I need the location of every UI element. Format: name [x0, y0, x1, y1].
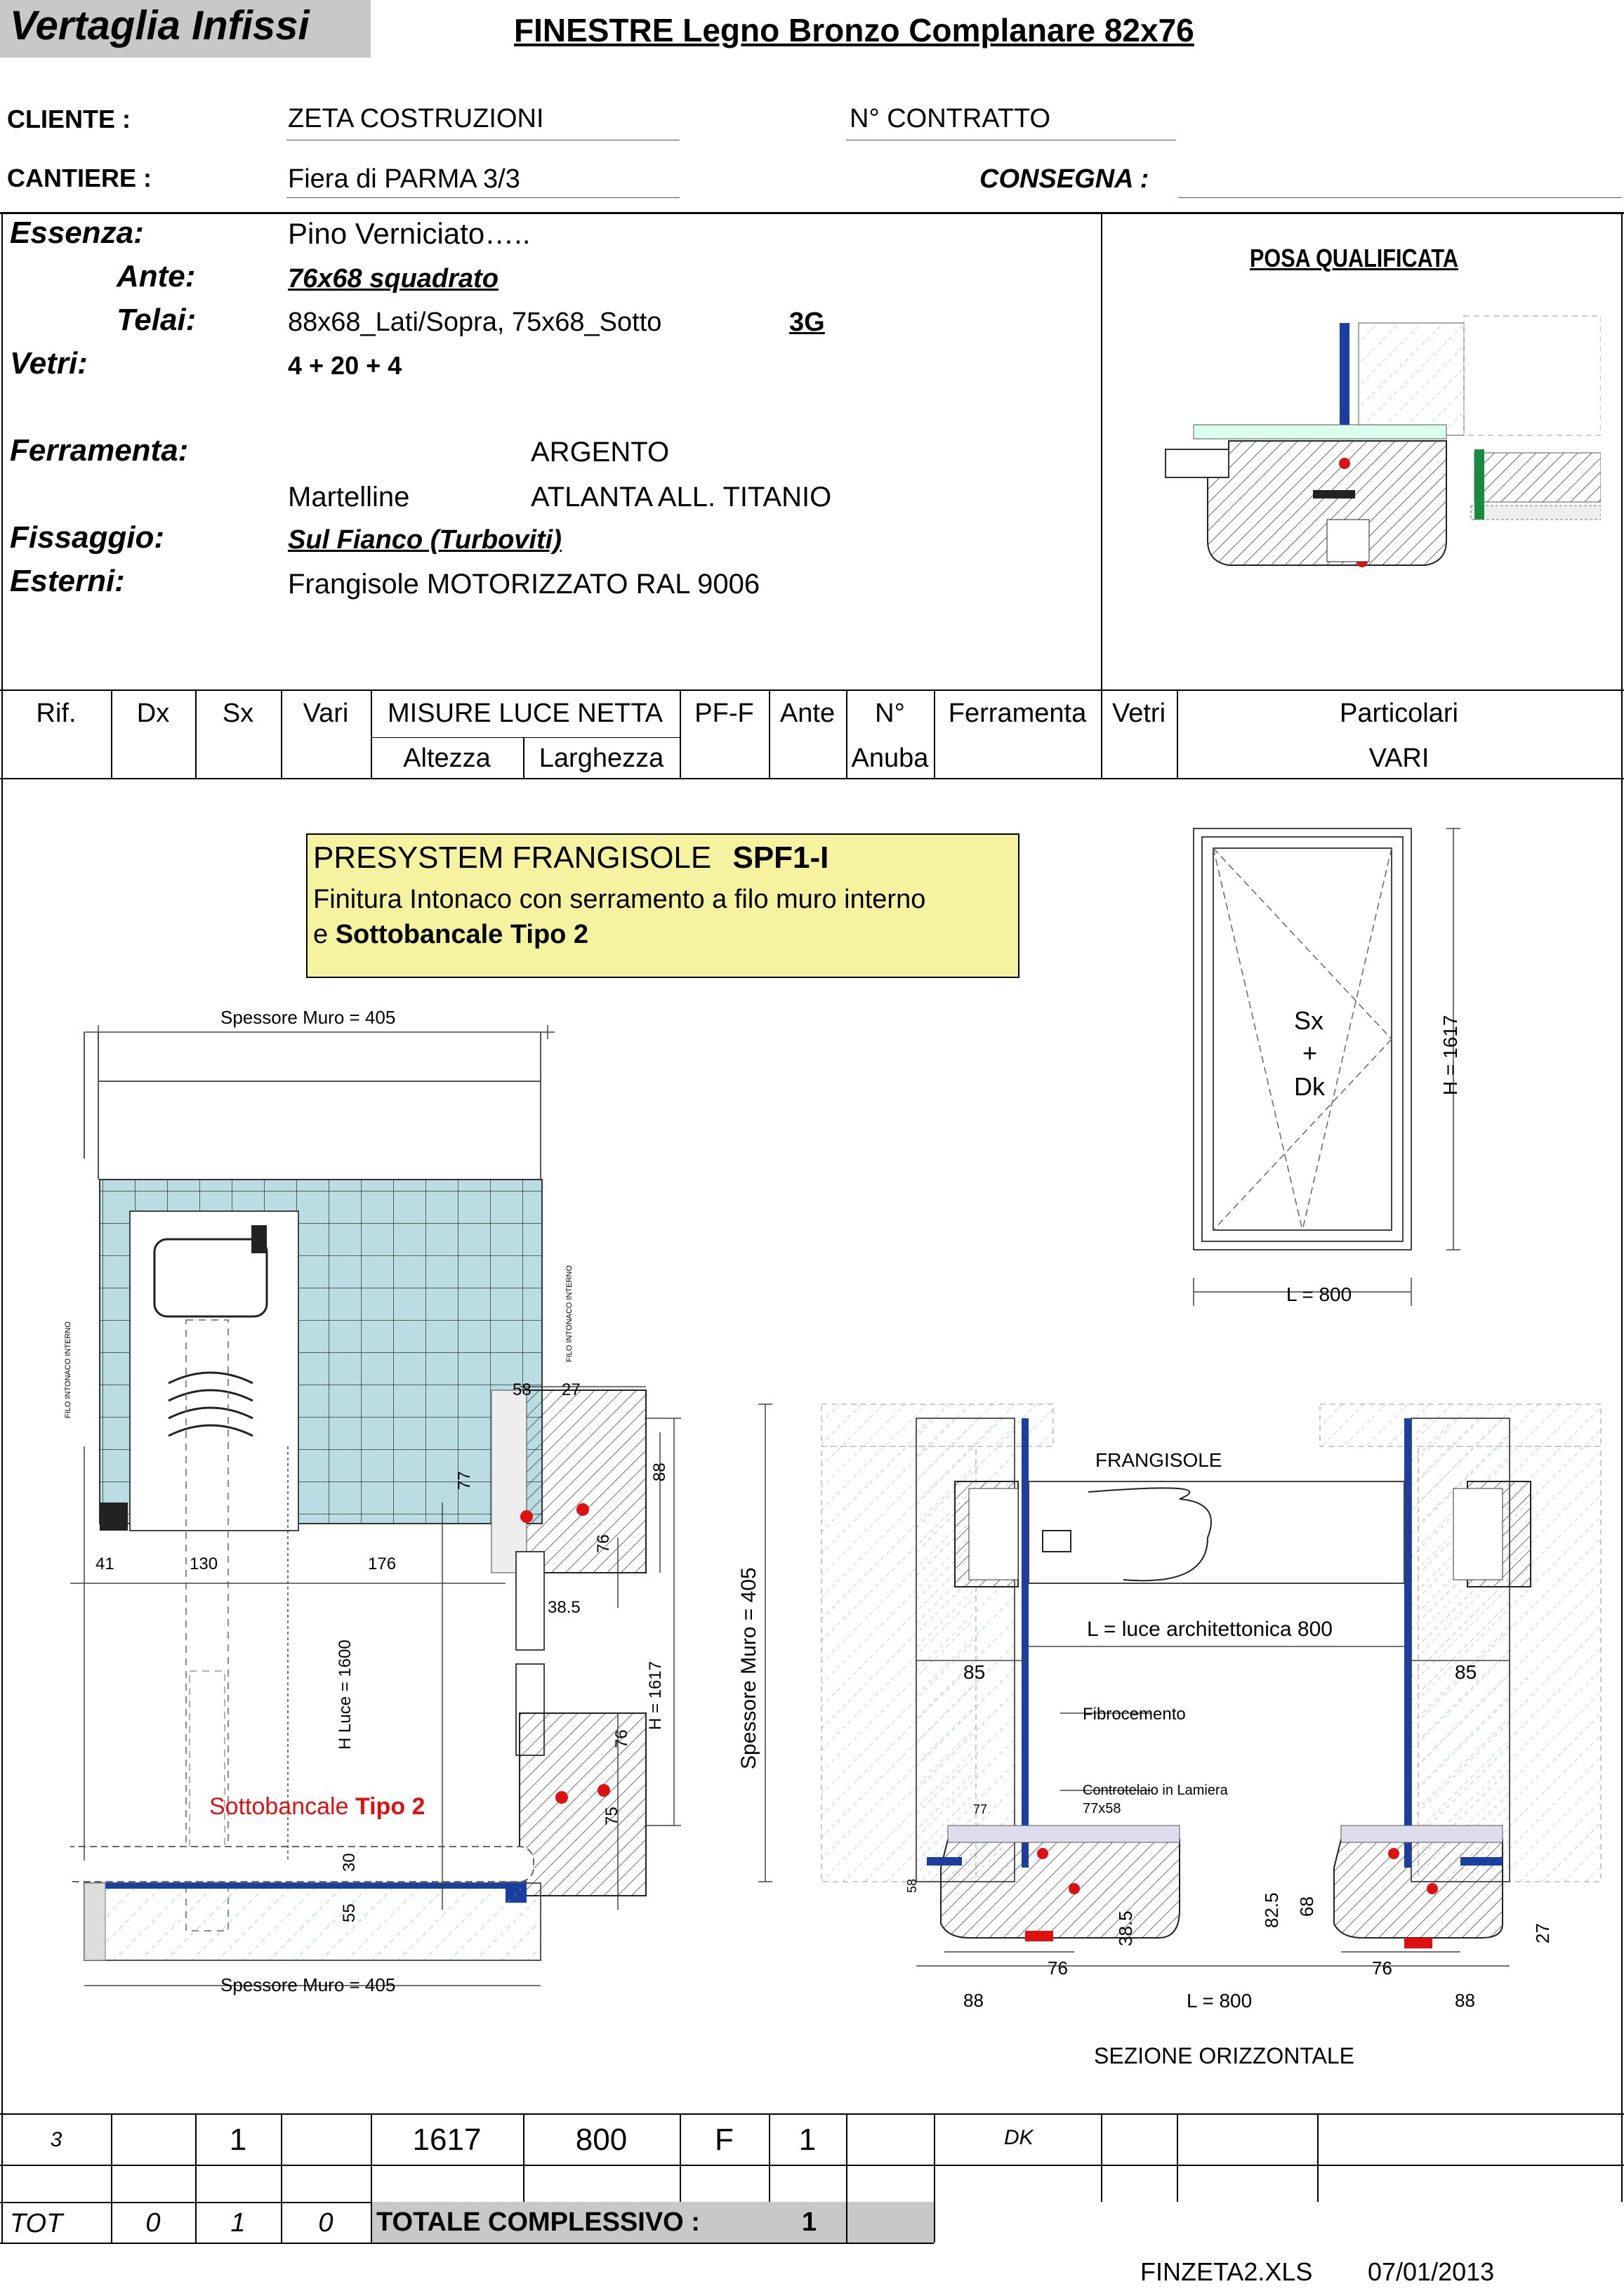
spessore-top-label: Spessore Muro = 405 [220, 1007, 396, 1028]
grid-line [371, 737, 680, 738]
row-larghezza: 800 [575, 2122, 628, 2157]
filo-intonaco-right: FILO INTONACO INTERNO [565, 1265, 574, 1362]
controtelaio-label-a: Controtelaio in Lamiera [1083, 1783, 1228, 1798]
totale-value: 1 [802, 2207, 817, 2237]
dim-76-top: 76 [594, 1534, 613, 1553]
presystem-line3-a: e [313, 920, 329, 949]
presystem-title-a: PRESYSTEM FRANGISOLE [313, 840, 712, 875]
telai-label: Telai: [117, 303, 197, 337]
footer-date: 07/01/2013 [1368, 2257, 1495, 2286]
martelline-label: Martelline [288, 482, 410, 513]
dim-77: 77 [455, 1471, 474, 1490]
sottobancale-label [209, 1795, 425, 1818]
cliente-value: ZETA COSTRUZIONI [288, 104, 544, 133]
presystem-title-b: SPF1-I [732, 840, 829, 875]
dim-58-h: 58 [905, 1878, 919, 1893]
dim-85-left: 85 [963, 1661, 986, 1683]
header-anuba: Anuba [851, 744, 929, 773]
esterni-value: Frangisole MOTORIZZATO RAL 9006 [288, 569, 760, 600]
dim-88-left: 88 [963, 1990, 984, 2011]
ferramenta-value: ARGENTO [531, 437, 670, 468]
header-particolari-vari: VARI [1368, 744, 1430, 773]
dim-85-right: 85 [1455, 1661, 1477, 1683]
dim-38-5-h: 38.5 [1115, 1910, 1136, 1946]
consegna-label: CONSEGNA : [979, 164, 1149, 194]
header-ante: Ante [779, 699, 836, 728]
dim-41: 41 [95, 1554, 114, 1573]
window-elevation-drawing [1180, 814, 1474, 1320]
vetri-value: 4 + 20 + 4 [288, 351, 402, 380]
esterni-label: Esterni: [10, 564, 125, 598]
header-larghezza: Larghezza [539, 744, 664, 773]
fissaggio-value: Sul Fianco (Turboviti) [288, 525, 562, 555]
fissaggio-label: Fissaggio: [10, 520, 165, 555]
essenza-value: Pino Verniciato….. [288, 217, 531, 250]
controtelaio-label-b: 77x58 [1083, 1801, 1121, 1816]
header-misure: MISURE LUCE NETTA [387, 699, 663, 728]
cliente-label: CLIENTE : [7, 105, 131, 133]
dim-76-bottom: 76 [612, 1729, 631, 1748]
window-height: H = 1617 [1439, 1015, 1461, 1095]
grid-line [0, 2165, 1624, 2166]
row-altezza: 1617 [412, 2122, 482, 2157]
presystem-line3 [313, 921, 588, 948]
presystem-line2: Finitura Intonaco con serramento a filo muro interno [313, 885, 926, 914]
essenza-label: Essenza: [10, 216, 144, 250]
grid-line [1, 212, 3, 2243]
presystem-title [313, 840, 829, 875]
ferramenta-label: Ferramenta: [10, 433, 189, 468]
dim-77-h: 77 [973, 1802, 988, 1816]
consegna-underline [1178, 197, 1622, 198]
vetri-label: Vetri: [10, 346, 88, 381]
window-width: L = 800 [1286, 1283, 1352, 1305]
dim-76-left: 76 [1048, 1957, 1068, 1979]
spessore-bottom-label: Spessore Muro = 405 [220, 1974, 396, 1995]
document-title: FINESTRE Legno Bronzo Complanare 82x76 [514, 12, 1194, 48]
l-800-label: L = 800 [1187, 1990, 1253, 2012]
martelline-value: ATLANTA ALL. TITANIO [531, 482, 832, 513]
grid-line [934, 2202, 935, 2243]
window-dk: Dk [1294, 1072, 1325, 1101]
dim-88-right: 88 [1455, 1990, 1475, 2011]
header-dx: Dx [136, 699, 170, 728]
telai-extra: 3G [789, 308, 825, 337]
dim-176: 176 [368, 1554, 397, 1573]
dim-38-5: 38.5 [548, 1598, 581, 1617]
company-name: Vertaglia Infissi [10, 3, 310, 48]
dim-27: 27 [562, 1380, 581, 1399]
posa-title: POSA QUALIFICATA [1250, 244, 1458, 272]
grid-line [846, 2202, 847, 2243]
ante-value: 76x68 squadrato [288, 264, 499, 293]
window-sx: Sx [1294, 1006, 1324, 1035]
cantiere-underline [286, 197, 680, 198]
grid-line [0, 689, 1624, 691]
contratto-label: N° CONTRATTO [850, 104, 1051, 133]
sottobancale-label-a: Sottobancale [209, 1793, 349, 1820]
total-label: TOT [10, 2209, 63, 2238]
vertical-section-drawing [70, 997, 688, 2022]
header-altezza: Altezza [403, 744, 491, 773]
spessore-vertical-label: Spessore Muro = 405 [737, 1567, 760, 1769]
total-dx: 0 [145, 2208, 161, 2238]
dim-76-right: 76 [1372, 1957, 1392, 1979]
sezione-label: SEZIONE ORIZZONTALE [1094, 2043, 1354, 2068]
dim-130: 130 [190, 1554, 218, 1573]
grid-line [371, 2202, 372, 2243]
header-particolari: Particolari [1340, 699, 1458, 728]
frangisole-label: FRANGISOLE [1095, 1449, 1222, 1471]
header-sx: Sx [222, 699, 254, 728]
filo-intonaco-left: FILO INTONACO INTERNO [64, 1321, 72, 1418]
grid-line [0, 2113, 1624, 2115]
horizontal-section-drawing [758, 1376, 1615, 2011]
row-ante: 1 [798, 2122, 817, 2157]
presystem-line3-b: Sottobancale Tipo 2 [335, 920, 589, 949]
totale-label: TOTALE COMPLESSIVO : [376, 2207, 700, 2237]
grid-line [0, 212, 1624, 214]
header-ferramenta: Ferramenta [948, 699, 1087, 728]
h-1617-label: H = 1617 [646, 1661, 665, 1730]
grid-line [1317, 2113, 1319, 2202]
header-vari: Vari [303, 699, 349, 728]
sottobancale-label-b: Tipo 2 [355, 1793, 425, 1820]
dim-58: 58 [513, 1380, 532, 1399]
header-pff: PF-F [694, 699, 754, 728]
dim-68: 68 [1296, 1896, 1317, 1917]
row-pff: F [715, 2122, 734, 2157]
row-ferramenta: DK [1004, 2126, 1034, 2149]
window-plus: + [1302, 1038, 1318, 1067]
footer-file: FINZETA2.XLS [1140, 2257, 1313, 2286]
grid-line [1101, 2113, 1102, 2202]
total-vari: 0 [318, 2208, 334, 2238]
row-rif: 3 [50, 2128, 62, 2151]
total-sx: 1 [230, 2208, 246, 2238]
cantiere-value: Fiera di PARMA 3/3 [288, 164, 520, 194]
header-n: N° [875, 699, 905, 728]
row-sx: 1 [229, 2122, 247, 2157]
ante-label: Ante: [117, 259, 196, 293]
dim-75: 75 [602, 1807, 621, 1825]
grid-line [1101, 212, 1102, 689]
cantiere-label: CANTIERE : [7, 164, 152, 192]
grid-line [0, 778, 1624, 779]
dim-55: 55 [340, 1903, 359, 1922]
telai-value: 88x68_Lati/Sopra, 75x68_Sotto [288, 308, 662, 337]
header-rif: Rif. [36, 699, 77, 728]
dim-82-5: 82.5 [1261, 1892, 1282, 1928]
luce-arch-label: L = luce architettonica 800 [1087, 1618, 1333, 1641]
grid-line [1621, 212, 1623, 2202]
dim-88: 88 [650, 1463, 669, 1481]
h-luce-label: H Luce = 1600 [336, 1639, 355, 1750]
posa-detail-drawing [1151, 309, 1601, 583]
grid-line [1177, 2113, 1178, 2202]
grid-line [0, 2243, 934, 2244]
fibrocemento-label: Fibrocemento [1083, 1705, 1186, 1724]
dim-30: 30 [340, 1853, 359, 1872]
header-vetri: Vetri [1111, 699, 1166, 728]
dim-27-h: 27 [1532, 1923, 1553, 1943]
